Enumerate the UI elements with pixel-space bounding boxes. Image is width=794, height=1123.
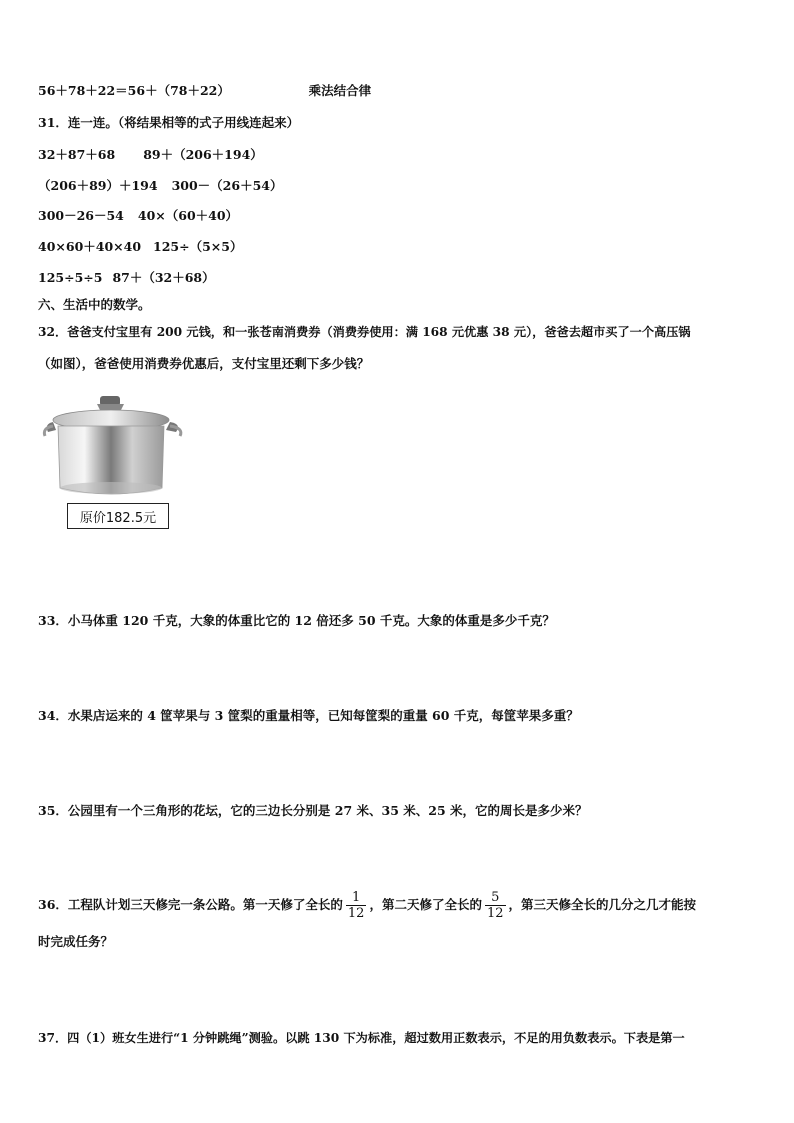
question-33: 33．小马体重 120 千克，大象的体重比它的 12 倍还多 50 千克。大象的体重是多少千克？ — [38, 613, 555, 628]
assoc-line — [38, 83, 371, 99]
pair-right: 40×（60＋40） — [137, 208, 239, 223]
question-36-line-2: 时完成任务？ — [38, 934, 114, 949]
pair-row — [38, 178, 282, 194]
pair-right: 300－（26＋54） — [171, 178, 283, 193]
pair-right: 87＋（32＋68） — [112, 270, 215, 285]
fraction-five-twelfths — [485, 890, 506, 921]
fraction-one-twelfth — [346, 890, 367, 921]
pair-row — [38, 270, 215, 286]
question-35: 35．公园里有一个三角形的花坛，它的三边长分别是 27 米、35 米、25 米，它的周长是多少米？ — [38, 803, 588, 818]
fraction-numerator: 5 — [491, 890, 500, 905]
question-32-line-2: （如图），爸爸使用消费券优惠后，支付宝里还剩下多少钱？ — [38, 356, 370, 371]
pair-left: （206＋89）＋194 — [38, 178, 158, 193]
question-31: 31．连一连。（将结果相等的式子用线连起来） — [38, 115, 300, 130]
pair-left: 300－26－54 — [38, 208, 124, 223]
q36-text-b: ，第二天修了全长的 — [369, 897, 482, 912]
q36-text-a: 36．工程队计划三天修完一条公路。第一天修了全长的 — [38, 897, 343, 912]
question-36-line-1 — [38, 890, 696, 921]
fraction-numerator: 1 — [352, 890, 361, 905]
pair-right: 125÷（5×5） — [153, 239, 243, 254]
pair-left: 40×60＋40×40 — [38, 239, 142, 254]
fraction-denominator: 12 — [347, 906, 365, 921]
q36-text-c: ，第三天修全长的几分之几才能按 — [508, 897, 697, 912]
fraction-denominator: 12 — [486, 906, 504, 921]
question-32-line-1: 32．爸爸支付宝里有 200 元钱，和一张苍南消费券（消费券使用：满 168 元优惠 38 元），爸爸去超市买了一个高压锅 — [38, 325, 691, 339]
question-34: 34．水果店运来的 4 筐苹果与 3 筐梨的重量相等，已知每筐梨的重量 60 千克，每筐苹果多重？ — [38, 708, 579, 723]
section-6-heading: 六、生活中的数学。 — [38, 297, 151, 312]
pair-left: 32＋87＋68 — [38, 147, 116, 162]
pair-left: 125÷5÷5 — [38, 270, 103, 285]
pair-row — [38, 239, 242, 255]
pair-row — [38, 208, 238, 224]
assoc-expression: 56＋78＋22＝56＋（78＋22） — [38, 83, 230, 98]
pair-row — [38, 147, 263, 163]
assoc-law-label: 乘法结合律 — [308, 83, 372, 98]
price-label: 原价182.5元 — [67, 503, 169, 529]
pair-right: 89＋（206＋194） — [143, 147, 263, 162]
pressure-cooker-icon — [42, 388, 192, 508]
question-37: 37．四（1）班女生进行“1 分钟跳绳”测验。以跳 130 下为标准，超过数用正数表示，不足的用负数表示。下表是第一 — [38, 1031, 685, 1045]
